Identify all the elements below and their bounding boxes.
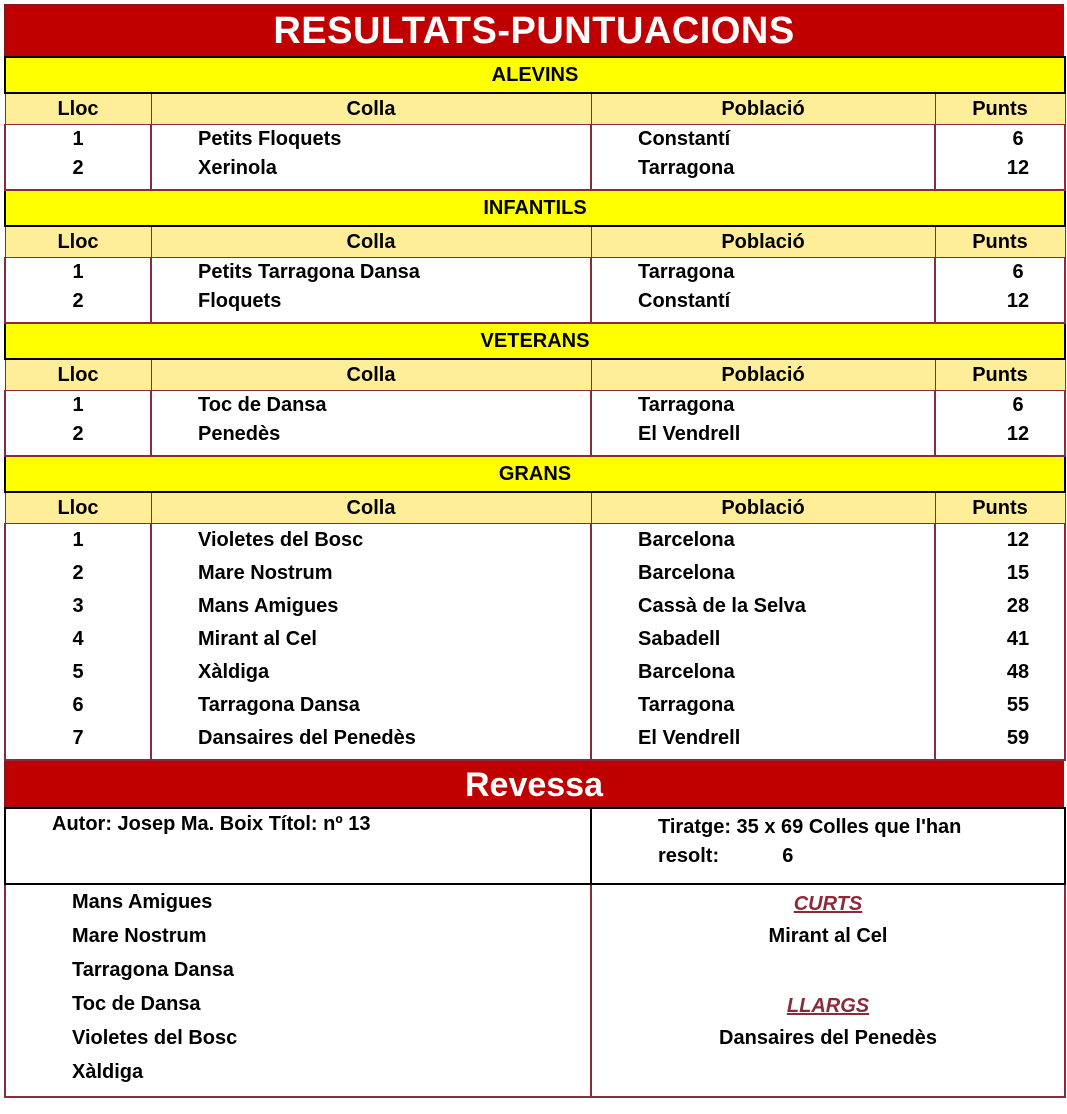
revessa-resolt-count: 6 (782, 844, 794, 867)
column-header-punts: Punts (935, 492, 1065, 524)
cell-punts: 48 (935, 656, 1065, 689)
column-header-lloc: Lloc (5, 492, 151, 524)
cell-colla: Tarragona Dansa (151, 689, 591, 722)
section-spacer (5, 183, 1065, 190)
list-item: Tarragona Dansa (72, 958, 234, 981)
section-header (5, 190, 1065, 226)
column-header-lloc: Lloc (5, 93, 151, 125)
table-row (5, 420, 1065, 449)
column-header-lloc: Lloc (5, 226, 151, 258)
page-title: RESULTATS-PUNTUACIONS (4, 4, 1064, 56)
section-spacer (5, 316, 1065, 323)
cell-lloc: 1 (5, 258, 151, 288)
column-headers (5, 93, 1065, 125)
cell-punts: 12 (935, 287, 1065, 316)
cell-poblacio: Barcelona (591, 656, 935, 689)
cell-lloc: 1 (5, 125, 151, 155)
cell-lloc: 2 (5, 154, 151, 183)
cell-colla: Xàldiga (151, 656, 591, 689)
cell-punts: 6 (935, 258, 1065, 288)
cell-lloc: 2 (5, 287, 151, 316)
section-title: VETERANS (5, 323, 1065, 359)
cell-lloc: 6 (5, 689, 151, 722)
cell-lloc: 2 (5, 420, 151, 449)
cell-punts: 6 (935, 391, 1065, 421)
list-item: Mare Nostrum (72, 924, 207, 947)
revessa-resolt-label: resolt: (658, 844, 720, 867)
cell-poblacio: Constantí (591, 125, 935, 155)
column-header-punts: Punts (935, 359, 1065, 391)
cell-poblacio: Tarragona (591, 689, 935, 722)
cell-poblacio: El Vendrell (591, 722, 935, 755)
cell-colla: Petits Tarragona Dansa (151, 258, 591, 288)
table-row (5, 125, 1065, 155)
cell-colla: Toc de Dansa (151, 391, 591, 421)
cell-punts: 55 (935, 689, 1065, 722)
cell-poblacio: Sabadell (591, 623, 935, 656)
cell-colla: Penedès (151, 420, 591, 449)
table-row (5, 154, 1065, 183)
cell-lloc: 1 (5, 391, 151, 421)
results-sheet (4, 4, 1064, 1098)
section-header (5, 57, 1065, 93)
cell-punts: 41 (935, 623, 1065, 656)
llargs-winner: Dansaires del Penedès (719, 1026, 937, 1049)
llargs-label: LLARGS (786, 994, 870, 1017)
section-header (5, 456, 1065, 492)
cell-colla: Xerinola (151, 154, 591, 183)
cell-punts: 6 (935, 125, 1065, 155)
revessa-tiratge-line1: Tiratge: 35 x 69 Colles que l'han (658, 815, 962, 838)
column-header-colla: Colla (151, 359, 591, 391)
revessa-autor: Autor: Josep Ma. Boix Títol: nº 13 (5, 808, 591, 884)
cell-colla: Mare Nostrum (151, 557, 591, 590)
section-title: GRANS (5, 456, 1065, 492)
revessa-awards (591, 884, 1065, 1097)
section-spacer (5, 755, 1065, 760)
table-row (5, 689, 1065, 722)
cell-colla: Mirant al Cel (151, 623, 591, 656)
cell-lloc: 2 (5, 557, 151, 590)
column-headers (5, 492, 1065, 524)
column-header-colla: Colla (151, 492, 591, 524)
results-table (4, 56, 1066, 761)
section-title: INFANTILS (5, 190, 1065, 226)
cell-poblacio: Barcelona (591, 557, 935, 590)
column-header-lloc: Lloc (5, 359, 151, 391)
cell-lloc: 3 (5, 590, 151, 623)
cell-colla: Petits Floquets (151, 125, 591, 155)
cell-poblacio: Constantí (591, 287, 935, 316)
cell-punts: 15 (935, 557, 1065, 590)
column-headers (5, 359, 1065, 391)
cell-colla: Violetes del Bosc (151, 524, 591, 557)
curts-winner: Mirant al Cel (768, 924, 888, 947)
list-item: Mans Amigues (72, 890, 213, 913)
table-row (5, 391, 1065, 421)
cell-lloc: 7 (5, 722, 151, 755)
column-header-poblacio: Població (591, 93, 935, 125)
revessa-tiratge (591, 808, 1065, 884)
column-header-poblacio: Població (591, 492, 935, 524)
column-headers (5, 226, 1065, 258)
cell-poblacio: Barcelona (591, 524, 935, 557)
cell-lloc: 1 (5, 524, 151, 557)
cell-poblacio: El Vendrell (591, 420, 935, 449)
cell-poblacio: Tarragona (591, 391, 935, 421)
revessa-info-row (5, 808, 1065, 884)
cell-poblacio: Tarragona (591, 154, 935, 183)
column-header-colla: Colla (151, 226, 591, 258)
cell-punts: 12 (935, 420, 1065, 449)
section-spacer (5, 449, 1065, 456)
section-header (5, 323, 1065, 359)
cell-poblacio: Tarragona (591, 258, 935, 288)
column-header-punts: Punts (935, 93, 1065, 125)
column-header-punts: Punts (935, 226, 1065, 258)
cell-colla: Dansaires del Penedès (151, 722, 591, 755)
curts-label: CURTS (793, 892, 863, 915)
cell-poblacio: Cassà de la Selva (591, 590, 935, 623)
table-row (5, 656, 1065, 689)
table-row (5, 590, 1065, 623)
list-item: Xàldiga (72, 1060, 144, 1083)
revessa-tiratge-line2 (658, 842, 1024, 871)
column-header-poblacio: Població (591, 226, 935, 258)
cell-lloc: 5 (5, 656, 151, 689)
cell-colla: Floquets (151, 287, 591, 316)
table-row (5, 258, 1065, 288)
table-row (5, 623, 1065, 656)
table-row (5, 287, 1065, 316)
section-title: ALEVINS (5, 57, 1065, 93)
cell-colla: Mans Amigues (151, 590, 591, 623)
list-item: Violetes del Bosc (72, 1026, 238, 1049)
cell-punts: 59 (935, 722, 1065, 755)
table-row (5, 524, 1065, 557)
cell-punts: 12 (935, 154, 1065, 183)
table-row (5, 722, 1065, 755)
revessa-table (4, 807, 1066, 1098)
revessa-solvers-list (5, 884, 591, 1097)
column-header-colla: Colla (151, 93, 591, 125)
revessa-body-row (5, 884, 1065, 1097)
cell-punts: 28 (935, 590, 1065, 623)
revessa-title: Revessa (4, 761, 1064, 807)
table-row (5, 557, 1065, 590)
list-item: Toc de Dansa (72, 992, 201, 1015)
cell-lloc: 4 (5, 623, 151, 656)
cell-punts: 12 (935, 524, 1065, 557)
column-header-poblacio: Població (591, 359, 935, 391)
